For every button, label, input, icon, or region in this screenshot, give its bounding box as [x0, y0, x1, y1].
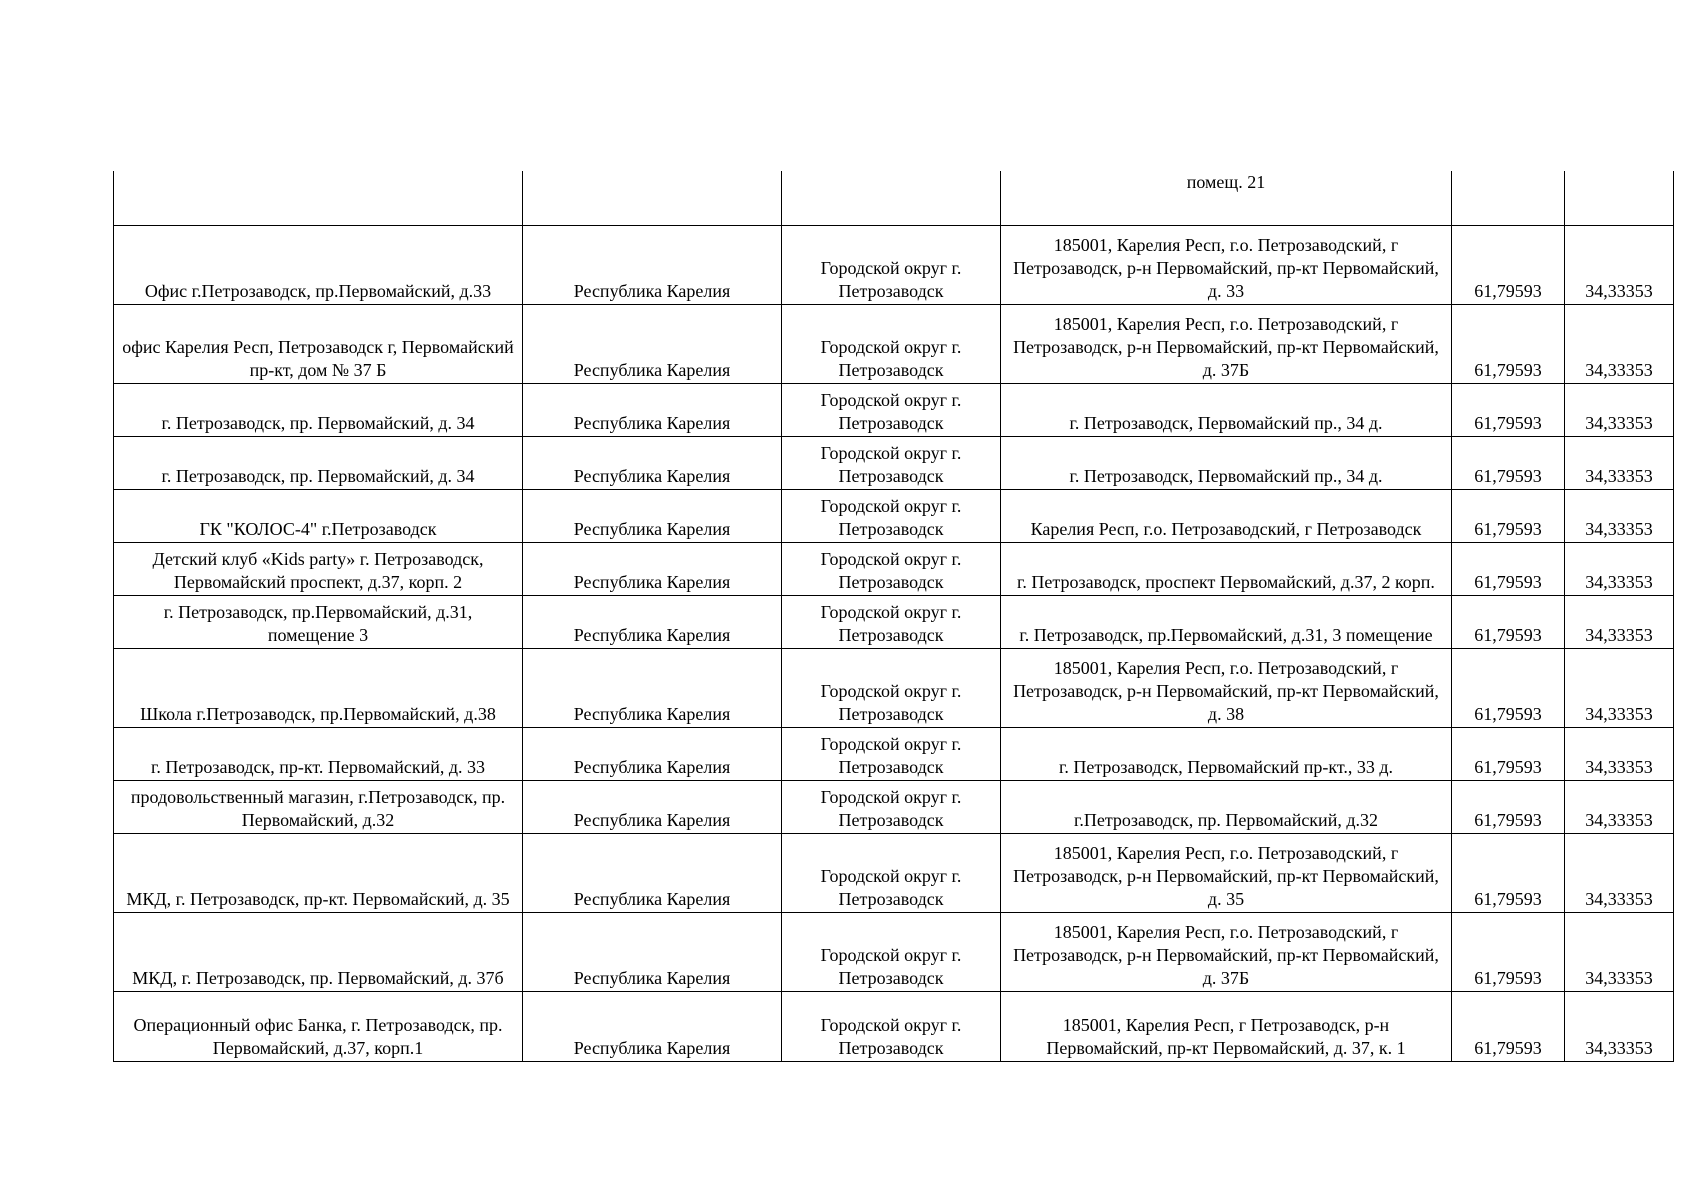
longitude-cell	[1565, 383, 1674, 436]
district-text: Городской округ г. Петрозаводск	[820, 944, 962, 988]
district-cell	[782, 225, 1001, 304]
address-text: 185001, Карелия Респ, г.о. Петрозаводский, г Петрозаводск, р-н Первомайский, пр-кт Первомайский, д. 33	[1013, 234, 1439, 301]
name-cell	[114, 991, 523, 1061]
longitude-cell	[1565, 780, 1674, 833]
name-cell	[114, 648, 523, 727]
region-cell	[523, 436, 782, 489]
table-row	[114, 595, 1674, 648]
name-cell	[114, 436, 523, 489]
region-cell	[523, 171, 782, 225]
district-cell	[782, 542, 1001, 595]
table-row	[114, 780, 1674, 833]
latitude-text: 61,79593	[1474, 465, 1542, 486]
table-row-continued	[114, 171, 1674, 225]
name-cell	[114, 542, 523, 595]
latitude-cell	[1452, 436, 1565, 489]
district-cell	[782, 727, 1001, 780]
address-text: г.Петрозаводск, пр. Первомайский, д.32	[1074, 809, 1378, 830]
address-text: г. Петрозаводск, Первомайский пр-кт., 33 д.	[1059, 756, 1393, 777]
name-text: г. Петрозаводск, пр-кт. Первомайский, д. 33	[151, 756, 485, 777]
longitude-text: 34,33353	[1585, 571, 1653, 592]
district-text: Городской округ г. Петрозаводск	[820, 1014, 962, 1058]
name-cell	[114, 833, 523, 912]
region-cell	[523, 304, 782, 383]
latitude-text: 61,79593	[1474, 967, 1542, 988]
district-cell	[782, 489, 1001, 542]
longitude-cell	[1565, 489, 1674, 542]
table-row	[114, 436, 1674, 489]
address-text: помещ. 21	[1186, 172, 1266, 192]
region-cell	[523, 542, 782, 595]
address-cell	[1001, 171, 1452, 225]
address-text: г. Петрозаводск, проспект Первомайский, д.37, 2 корп.	[1017, 571, 1435, 592]
longitude-cell	[1565, 648, 1674, 727]
longitude-text: 34,33353	[1585, 888, 1653, 909]
region-text: Республика Карелия	[573, 624, 731, 645]
name-text: продовольственный магазин, г.Петрозаводск, пр. Первомайский, д.32	[130, 786, 506, 830]
name-text: Школа г.Петрозаводск, пр.Первомайский, д.38	[140, 703, 496, 724]
address-cell	[1001, 489, 1452, 542]
longitude-text: 34,33353	[1585, 1037, 1653, 1058]
longitude-text: 34,33353	[1585, 359, 1653, 380]
latitude-text: 61,79593	[1474, 1037, 1542, 1058]
latitude-text: 61,79593	[1474, 756, 1542, 777]
region-text: Республика Карелия	[573, 359, 731, 380]
name-text: офис Карелия Респ, Петрозаводск г, Первомайский пр-кт, дом № 37 Б	[122, 336, 514, 380]
longitude-cell	[1565, 595, 1674, 648]
latitude-cell	[1452, 991, 1565, 1061]
latitude-cell	[1452, 833, 1565, 912]
address-text: г. Петрозаводск, пр.Первомайский, д.31, 3 помещение	[1019, 624, 1433, 645]
region-cell	[523, 225, 782, 304]
latitude-cell	[1452, 489, 1565, 542]
name-text: ГК "КОЛОС-4" г.Петрозаводск	[199, 518, 437, 539]
district-text: Городской округ г. Петрозаводск	[820, 733, 962, 777]
address-text: 185001, Карелия Респ, г.о. Петрозаводский, г Петрозаводск, р-н Первомайский, пр-кт Первомайский, д. 35	[1013, 842, 1439, 909]
address-cell	[1001, 833, 1452, 912]
region-text: Республика Карелия	[573, 888, 731, 909]
district-text: Городской округ г. Петрозаводск	[820, 601, 962, 645]
address-cell	[1001, 727, 1452, 780]
latitude-text: 61,79593	[1474, 412, 1542, 433]
table-row	[114, 727, 1674, 780]
latitude-cell	[1452, 912, 1565, 991]
region-cell	[523, 780, 782, 833]
district-text: Городской округ г. Петрозаводск	[820, 548, 962, 592]
name-cell	[114, 171, 523, 225]
latitude-text: 61,79593	[1474, 624, 1542, 645]
district-text: Городской округ г. Петрозаводск	[820, 680, 962, 724]
address-cell	[1001, 542, 1452, 595]
district-text: Городской округ г. Петрозаводск	[820, 495, 962, 539]
longitude-cell	[1565, 991, 1674, 1061]
latitude-text: 61,79593	[1474, 280, 1542, 301]
table-row	[114, 304, 1674, 383]
address-cell	[1001, 595, 1452, 648]
name-text: Операционный офис Банка, г. Петрозаводск, пр. Первомайский, д.37, корп.1	[133, 1014, 503, 1058]
name-cell	[114, 595, 523, 648]
region-text: Республика Карелия	[573, 1037, 731, 1058]
name-text: г. Петрозаводск, пр.Первомайский, д.31, помещение 3	[163, 601, 473, 645]
address-cell	[1001, 912, 1452, 991]
longitude-cell	[1565, 225, 1674, 304]
address-cell	[1001, 436, 1452, 489]
address-cell	[1001, 225, 1452, 304]
table-row	[114, 833, 1674, 912]
region-cell	[523, 727, 782, 780]
table-row	[114, 225, 1674, 304]
name-cell	[114, 304, 523, 383]
region-cell	[523, 833, 782, 912]
longitude-text: 34,33353	[1585, 624, 1653, 645]
region-text: Республика Карелия	[573, 703, 731, 724]
address-cell	[1001, 648, 1452, 727]
name-cell	[114, 727, 523, 780]
latitude-cell	[1452, 304, 1565, 383]
longitude-cell	[1565, 171, 1674, 225]
district-cell	[782, 171, 1001, 225]
region-cell	[523, 383, 782, 436]
latitude-text: 61,79593	[1474, 888, 1542, 909]
latitude-text: 61,79593	[1474, 518, 1542, 539]
region-text: Республика Карелия	[573, 280, 731, 301]
district-cell	[782, 436, 1001, 489]
region-cell	[523, 991, 782, 1061]
region-cell	[523, 912, 782, 991]
table-body	[114, 171, 1674, 1061]
longitude-cell	[1565, 436, 1674, 489]
district-cell	[782, 648, 1001, 727]
name-cell	[114, 912, 523, 991]
region-text: Республика Карелия	[573, 756, 731, 777]
longitude-text: 34,33353	[1585, 756, 1653, 777]
table-row	[114, 648, 1674, 727]
longitude-text: 34,33353	[1585, 280, 1653, 301]
region-text: Республика Карелия	[573, 465, 731, 486]
district-text: Городской округ г. Петрозаводск	[820, 442, 962, 486]
latitude-cell	[1452, 595, 1565, 648]
name-text: МКД, г. Петрозаводск, пр-кт. Первомайский, д. 35	[126, 888, 510, 909]
name-cell	[114, 225, 523, 304]
longitude-cell	[1565, 727, 1674, 780]
region-text: Республика Карелия	[573, 518, 731, 539]
latitude-cell	[1452, 171, 1565, 225]
address-cell	[1001, 304, 1452, 383]
address-text: 185001, Карелия Респ, г.о. Петрозаводский, г Петрозаводск, р-н Первомайский, пр-кт Первомайский, д. 37Б	[1013, 313, 1439, 380]
region-text: Республика Карелия	[573, 412, 731, 433]
address-cell	[1001, 383, 1452, 436]
latitude-cell	[1452, 383, 1565, 436]
latitude-text: 61,79593	[1474, 703, 1542, 724]
district-text: Городской округ г. Петрозаводск	[820, 257, 962, 301]
address-cell	[1001, 780, 1452, 833]
table-row	[114, 542, 1674, 595]
address-text: г. Петрозаводск, Первомайский пр., 34 д.	[1069, 412, 1383, 433]
district-cell	[782, 912, 1001, 991]
address-text: г. Петрозаводск, Первомайский пр., 34 д.	[1069, 465, 1383, 486]
region-cell	[523, 489, 782, 542]
longitude-text: 34,33353	[1585, 809, 1653, 830]
address-cell	[1001, 991, 1452, 1061]
district-cell	[782, 383, 1001, 436]
district-cell	[782, 991, 1001, 1061]
name-cell	[114, 780, 523, 833]
table-row	[114, 991, 1674, 1061]
longitude-cell	[1565, 833, 1674, 912]
region-cell	[523, 595, 782, 648]
region-text: Республика Карелия	[573, 571, 731, 592]
name-text: г. Петрозаводск, пр. Первомайский, д. 34	[161, 465, 475, 486]
address-text: 185001, Карелия Респ, г.о. Петрозаводский, г Петрозаводск, р-н Первомайский, пр-кт Первомайский, д. 38	[1013, 657, 1439, 724]
name-text: г. Петрозаводск, пр. Первомайский, д. 34	[161, 412, 475, 433]
longitude-text: 34,33353	[1585, 967, 1653, 988]
latitude-text: 61,79593	[1474, 571, 1542, 592]
latitude-cell	[1452, 780, 1565, 833]
district-text: Городской округ г. Петрозаводск	[820, 865, 962, 909]
district-cell	[782, 833, 1001, 912]
longitude-text: 34,33353	[1585, 518, 1653, 539]
address-text: Карелия Респ, г.о. Петрозаводский, г Петрозаводск	[1030, 518, 1422, 539]
latitude-text: 61,79593	[1474, 809, 1542, 830]
name-text: МКД, г. Петрозаводск, пр. Первомайский, д. 37б	[132, 967, 504, 988]
region-text: Республика Карелия	[573, 967, 731, 988]
region-cell	[523, 648, 782, 727]
longitude-cell	[1565, 912, 1674, 991]
latitude-cell	[1452, 648, 1565, 727]
table-row	[114, 489, 1674, 542]
address-text: 185001, Карелия Респ, г Петрозаводск, р-н Первомайский, пр-кт Первомайский, д. 37, к. 1	[1046, 1014, 1406, 1058]
longitude-cell	[1565, 304, 1674, 383]
table-row	[114, 383, 1674, 436]
longitude-cell	[1565, 542, 1674, 595]
address-table	[113, 171, 1674, 1062]
name-text: Детский клуб «Kids party» г. Петрозаводск, Первомайский проспект, д.37, корп. 2	[152, 548, 484, 592]
latitude-cell	[1452, 225, 1565, 304]
longitude-text: 34,33353	[1585, 465, 1653, 486]
latitude-cell	[1452, 727, 1565, 780]
name-cell	[114, 383, 523, 436]
address-text: 185001, Карелия Респ, г.о. Петрозаводский, г Петрозаводск, р-н Первомайский, пр-кт Первомайский, д. 37Б	[1013, 921, 1439, 988]
latitude-text: 61,79593	[1474, 359, 1542, 380]
name-cell	[114, 489, 523, 542]
longitude-text: 34,33353	[1585, 703, 1653, 724]
district-cell	[782, 595, 1001, 648]
district-cell	[782, 780, 1001, 833]
district-text: Городской округ г. Петрозаводск	[820, 336, 962, 380]
longitude-text: 34,33353	[1585, 412, 1653, 433]
region-text: Республика Карелия	[573, 809, 731, 830]
district-cell	[782, 304, 1001, 383]
latitude-cell	[1452, 542, 1565, 595]
table-row	[114, 912, 1674, 991]
name-text: Офис г.Петрозаводск, пр.Первомайский, д.33	[144, 280, 492, 301]
district-text: Городской округ г. Петрозаводск	[820, 786, 962, 830]
district-text: Городской округ г. Петрозаводск	[820, 389, 962, 433]
